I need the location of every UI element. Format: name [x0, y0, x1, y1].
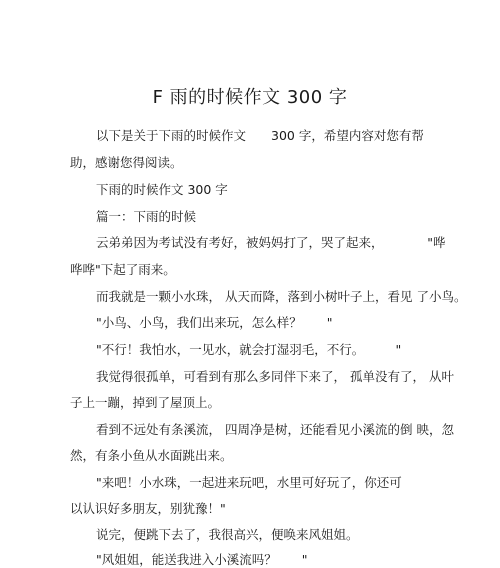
paragraph-line: 子上一蹦，掉到了屋顶上。 [70, 395, 221, 410]
paragraph-line: 下雨的时候作文 300 字 [96, 182, 228, 197]
paragraph-line: "小鸟、小鸟，我们出来玩，怎么样？ " [96, 315, 333, 330]
paragraph-line: "来吧！小水珠，一起进来玩吧，水里可好玩了，你还可 [96, 475, 402, 490]
paragraph-line: "不行！我怕水，一见水，就会打湿羽毛，不行。 " [96, 342, 402, 357]
paragraph-line: 哗哗"下起了雨来。 [70, 262, 176, 277]
paragraph-line: 助，感谢您得阅读。 [70, 155, 183, 170]
paragraph-line: "风姐姐，能送我进入小溪流吗？ " [96, 552, 308, 567]
paragraph-line: 以下是关于下雨的时候作文 300 字，希望内容对您有帮 [96, 128, 424, 143]
paragraph-line: 以认识好多朋友，别犹豫！" [70, 501, 226, 516]
paragraph-line: 我觉得很孤单，可看到有那么多同伴下来了， 孤单没有了， 从叶 [96, 369, 454, 384]
document-title: F 雨的时候作文 300 字 [152, 87, 348, 108]
paragraph-line: 说完，便跳下去了，我很高兴，便唤来风姐姐。 [96, 527, 359, 542]
paragraph-line: 看到不远处有条溪流， 四周净是树，还能看见小溪流的倒 映，忽 [96, 422, 454, 437]
paragraph-line: 云弟弟因为考试没有考好，被妈妈打了，哭了起来， "哗 [96, 235, 446, 250]
paragraph-line: 而我就是一颗小水珠， 从天而降，落到小树叶子上，看见 了小鸟。 [96, 289, 467, 304]
paragraph-line: 篇一：下雨的时候 [96, 209, 197, 224]
paragraph-line: 然，有条小鱼从水面跳出来。 [70, 448, 233, 463]
